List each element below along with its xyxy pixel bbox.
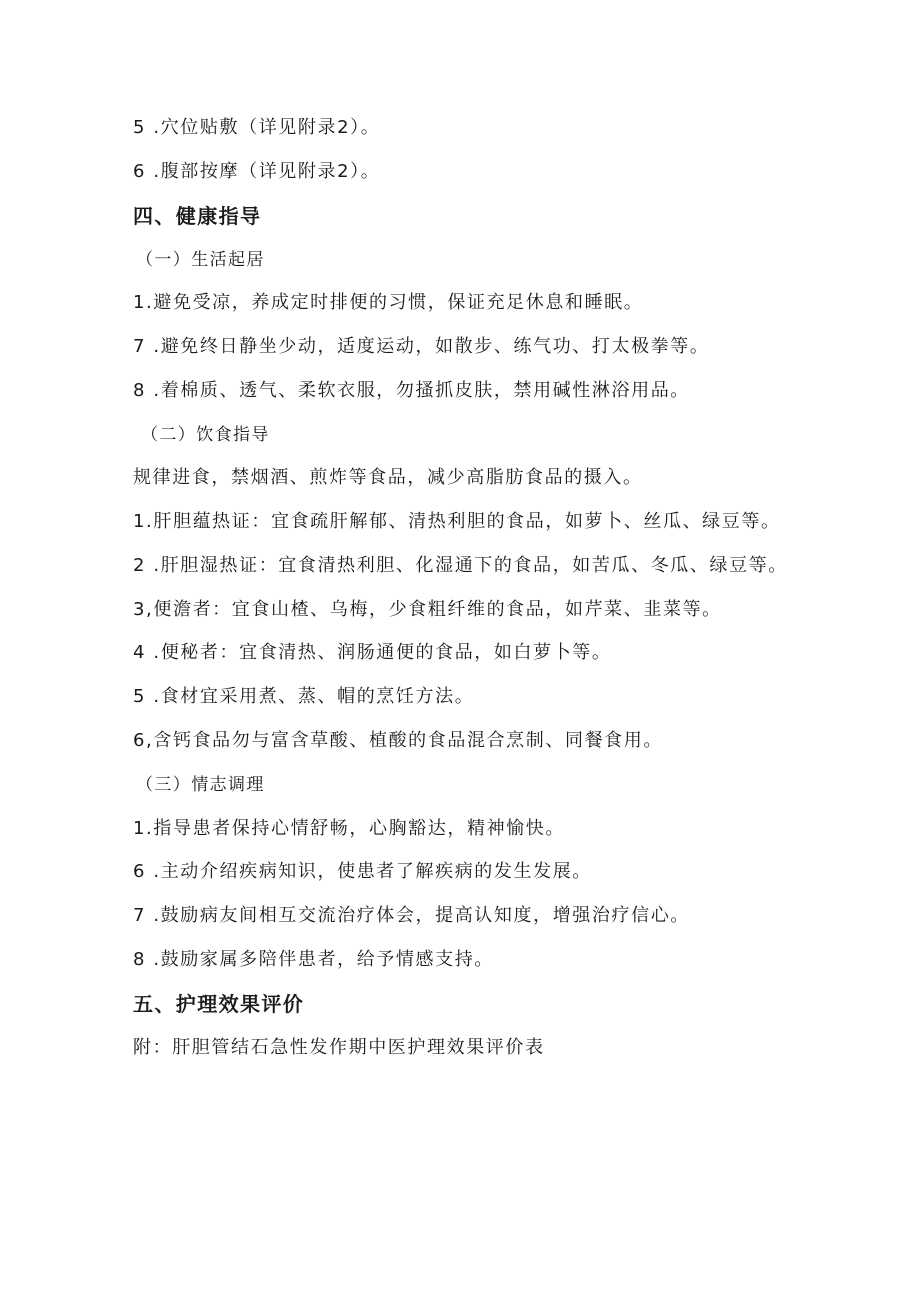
subsection-heading-emotion: （三）情志调理 (136, 775, 265, 795)
diet-item-3: 3,便澹者：宜食山楂、乌梅，少食粗纤维的食品，如芹菜、韭菜等。 (133, 599, 722, 620)
diet-item-4: 4 .便秘者：宜食清热、润肠通便的食品，如白萝卜等。 (133, 642, 612, 663)
diet-item-2: 2 .肝胆湿热证：宜食清热利胆、化湿通下的食品，如苦瓜、冬瓜、绿豆等。 (133, 555, 788, 576)
diet-intro: 规律进食，禁烟酒、煎炸等食品，减少高脂肪食品的摄入。 (133, 467, 643, 488)
diet-item-6: 6,含钙食品勿与富含草酸、植酸的食品混合烹制、同餐食用。 (133, 730, 663, 751)
emotion-item-3: 7 .鼓励病友间相互交流治疗体会，提高认知度，增强治疗信心。 (133, 905, 690, 926)
daily-life-item-3: 8 .着棉质、透气、柔软衣服，勿搔抓皮肤，禁用碱性淋浴用品。 (133, 380, 690, 401)
daily-life-item-1: 1.避免受凉，养成定时排便的习惯，保证充足休息和睡眠。 (133, 292, 644, 313)
diet-item-1: 1.肝胆蕴热证：宜食疏肝解郁、清热利胆的食品，如萝卜、丝瓜、绿豆等。 (133, 511, 781, 532)
emotion-item-4: 8 .鼓励家属多陪伴患者，给予情感支持。 (133, 949, 494, 970)
daily-life-item-2: 7 .避免终日静坐少动，适度运动，如散步、练气功、打太极拳等。 (133, 336, 710, 357)
diet-item-5: 5 .食材宜采用煮、蒸、帽的烹饪方法。 (133, 686, 475, 707)
section-heading-evaluation: 五、护理效果评价 (133, 992, 305, 1016)
subsection-heading-daily-life: （一）生活起居 (136, 250, 265, 270)
item-abdominal-massage: 6 .腹部按摩（详见附录2）。 (133, 161, 381, 182)
subsection-heading-diet: （二）饮食指导 (141, 425, 270, 445)
item-acupoint-application: 5 .穴位贴敷（详见附录2）。 (133, 117, 381, 138)
section-heading-health-guidance: 四、健康指导 (133, 204, 262, 228)
emotion-item-2: 6 .主动介绍疾病知识，使患者了解疾病的发生发展。 (133, 861, 592, 882)
emotion-item-1: 1.指导患者保持心情舒畅，心胸豁达，精神愉快。 (133, 818, 565, 839)
appendix-evaluation-table: 附：肝胆管结石急性发作期中医护理效果评价表 (133, 1037, 545, 1058)
